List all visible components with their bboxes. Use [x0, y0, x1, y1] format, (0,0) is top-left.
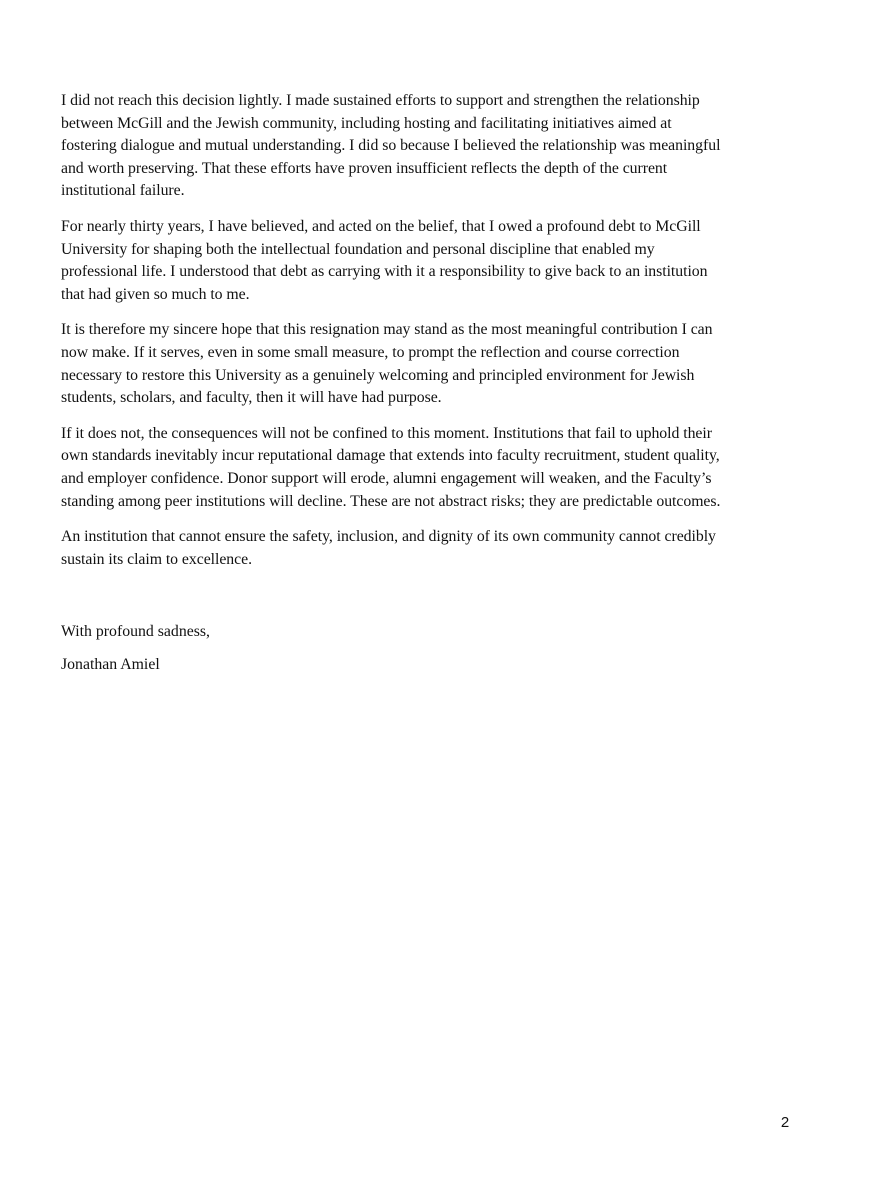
text-line: between McGill and the Jewish community, including hosting and facilitating initiatives aimed at — [61, 114, 672, 132]
page-number: 2 — [780, 1114, 790, 1131]
text-line: that had given so much to me. — [61, 285, 250, 303]
text-line: If it does not, the consequences will not be confined to this moment. Institutions that fail to uphold their — [61, 424, 712, 442]
text-line: fostering dialogue and mutual understanding. I did so because I believed the relationship was meaningful — [61, 137, 721, 155]
text-line: sustain its claim to excellence. — [61, 550, 252, 568]
paragraph-hope — [61, 319, 791, 409]
text-line: standing among peer institutions will decline. These are not abstract risks; they are predictable outcomes. — [61, 492, 721, 510]
paragraph-debt — [61, 216, 791, 306]
text-line: institutional failure. — [61, 182, 185, 200]
paragraph-decision — [61, 90, 791, 203]
text-line: and worth preserving. That these efforts have proven insufficient reflects the depth of the current — [61, 159, 668, 177]
letter-body — [61, 90, 791, 584]
text-line: professional life. I understood that debt as carrying with it a responsibility to give back to an institution — [61, 263, 708, 281]
signature-name: Jonathan Amiel — [61, 656, 160, 673]
text-line: students, scholars, and faculty, then it will have had purpose. — [61, 389, 442, 407]
text-line: now make. If it serves, even in some small measure, to prompt the reflection and course correction — [61, 343, 680, 361]
paragraph-excellence — [61, 526, 791, 571]
closing-salutation: With profound sadness, — [61, 623, 210, 640]
text-line: An institution that cannot ensure the safety, inclusion, and dignity of its own community cannot credibly — [61, 528, 716, 546]
text-line: necessary to restore this University as a genuinely welcoming and principled environment for Jewish — [61, 366, 695, 384]
text-line: own standards inevitably incur reputational damage that extends into faculty recruitment, student quality, — [61, 447, 720, 465]
letter-closing — [61, 621, 210, 687]
text-line: and employer confidence. Donor support will erode, alumni engagement will weaken, and the Faculty’s — [61, 469, 712, 487]
text-line: I did not reach this decision lightly. I made sustained efforts to support and strengthen the relationship — [61, 92, 700, 109]
paragraph-consequences — [61, 423, 791, 513]
text-line: University for shaping both the intellectual foundation and personal discipline that enabled my — [61, 240, 655, 258]
text-line: For nearly thirty years, I have believed, and acted on the belief, that I owed a profound debt to McGill — [61, 217, 701, 235]
text-line: It is therefore my sincere hope that this resignation may stand as the most meaningful contribution I can — [61, 321, 713, 339]
